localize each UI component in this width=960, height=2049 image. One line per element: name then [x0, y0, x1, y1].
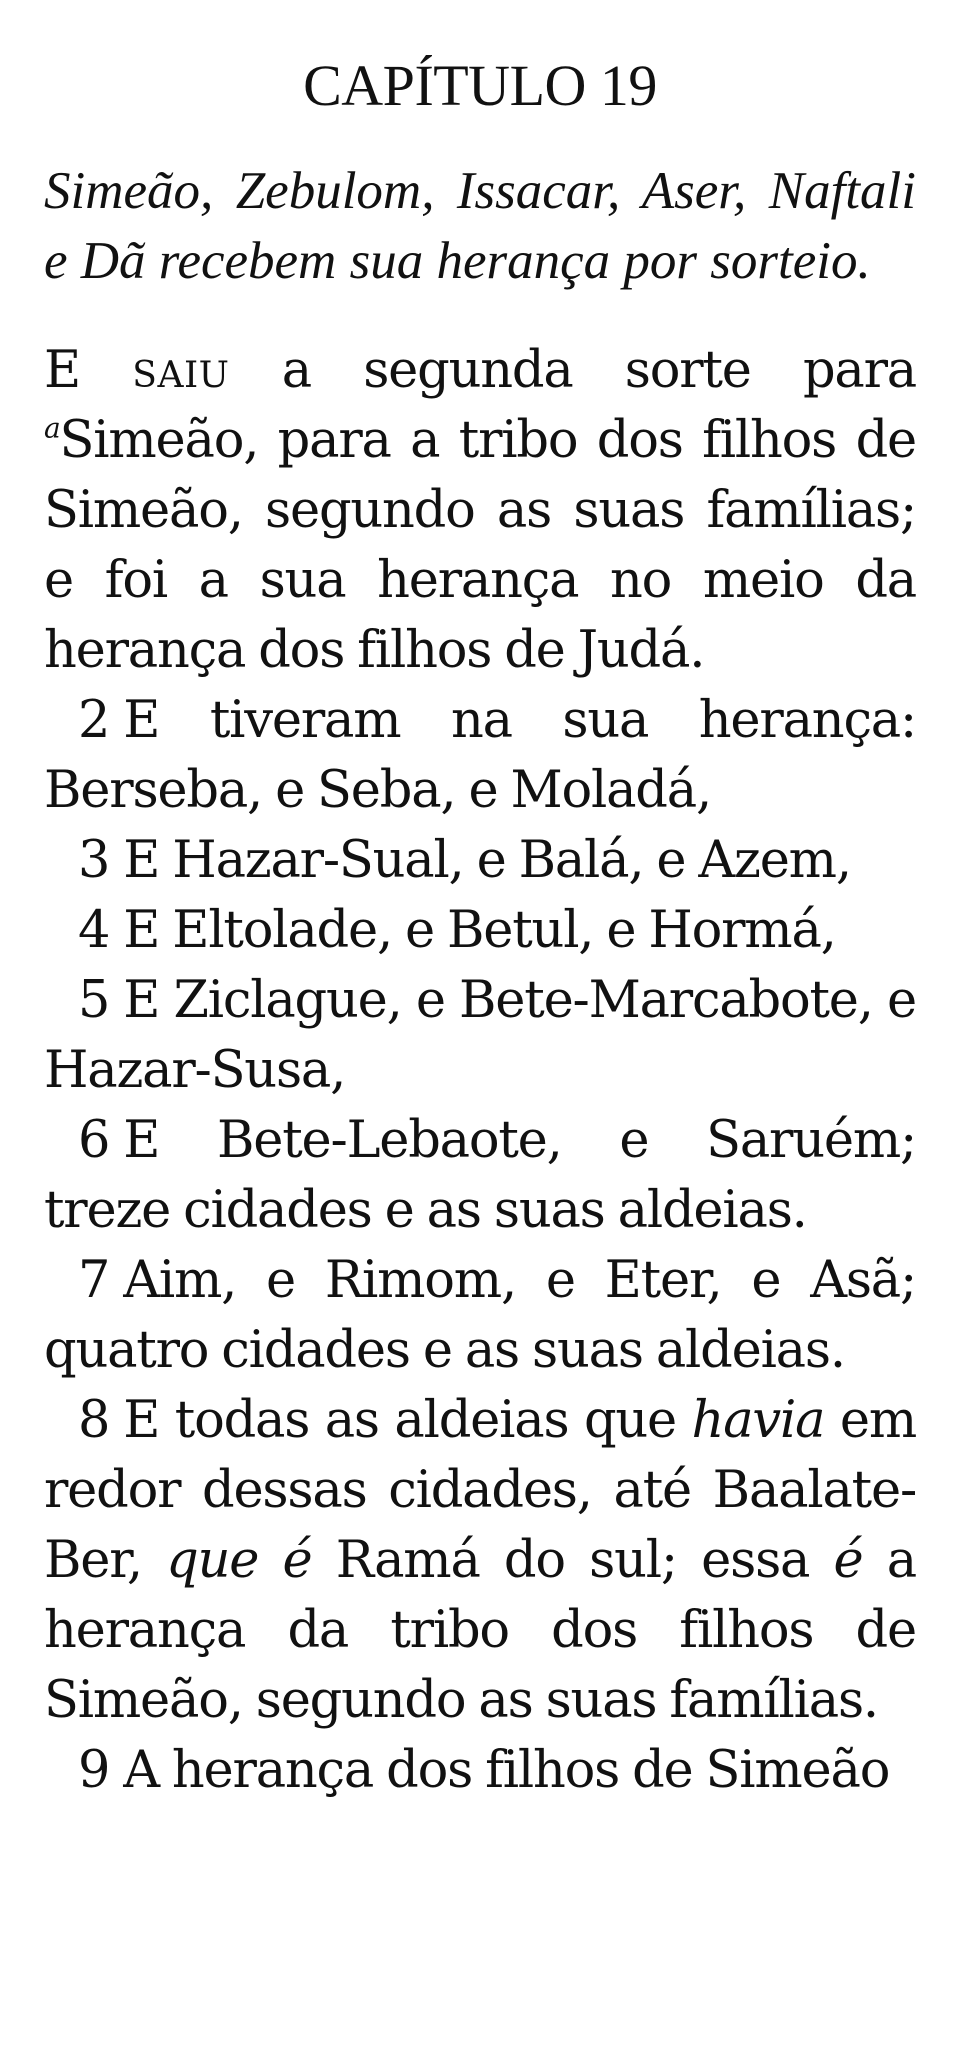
chapter-summary: Simeão, Zebulom, Issacar, Aser, Naftali e Dã recebem sua herança por sorteio. — [44, 162, 916, 290]
verse-1 — [44, 336, 916, 686]
footnote-marker[interactable]: a — [44, 411, 60, 445]
verse-text: E Bete-Lebaote, e Saruém; treze cidades e as suas aldeias. — [44, 1111, 916, 1240]
verse-1-text-b: Simeão, para a tribo dos filhos de Simeão, segundo as suas famílias; e foi a sua herança no meio da herança dos filhos de Judá. — [44, 411, 916, 680]
verse-9 — [44, 1736, 916, 1806]
verse-number: 9 — [78, 1741, 110, 1800]
verse-4 — [44, 896, 916, 966]
verse-number: 8 — [78, 1391, 110, 1450]
verse-5 — [44, 966, 916, 1106]
verse-text: E Hazar-Sual, e Balá, e Azem, — [123, 831, 851, 890]
verse-8 — [44, 1386, 916, 1736]
verse-text: E Eltolade, e Betul, e Hormá, — [123, 901, 836, 960]
verse-number: 3 — [78, 831, 110, 890]
verse-3 — [44, 826, 916, 896]
verse-list — [44, 336, 916, 1806]
verse-2 — [44, 686, 916, 826]
verse-7 — [44, 1246, 916, 1386]
verse-8-text-b: em redor dessas cidades, até Baalate-Ber, — [44, 1391, 916, 1590]
verse-text: E tiveram na sua herança: Berseba, e Seba, e Moladá, — [44, 691, 916, 820]
verse-text: Aim, e Rimom, e Eter, e Asã; quatro cidades e as suas aldeias. — [44, 1251, 916, 1380]
verse-8-text-a: E todas as aldeias que — [123, 1391, 677, 1450]
verse-1-text-a: a segunda sorte para — [281, 341, 917, 400]
verse-8-italic-a: havia — [691, 1391, 825, 1450]
verse-text: A herança dos filhos de Simeão — [123, 1741, 890, 1800]
verse-number: 6 — [78, 1111, 110, 1170]
verse-8-text-c: Ramá do sul; essa — [335, 1531, 810, 1590]
verse-number: 5 — [78, 971, 110, 1030]
chapter-heading: CAPÍTULO 19 — [303, 53, 657, 118]
verse-8-italic-b: que é — [166, 1531, 312, 1590]
verse-number: 7 — [78, 1251, 110, 1310]
verse-1-smallcaps: saiu — [132, 341, 230, 400]
verse-number: 2 — [78, 691, 110, 750]
verse-8-italic-c: é — [833, 1531, 863, 1590]
verse-6 — [44, 1106, 916, 1246]
verse-text: E Ziclague, e Bete-Marcabote, e Hazar-Susa, — [44, 971, 916, 1100]
verse-8-text-d: a herança da tribo dos filhos de Simeão, segundo as suas famílias. — [44, 1531, 916, 1730]
verse-1-initial: E — [44, 341, 81, 400]
verse-number: 4 — [78, 901, 110, 960]
